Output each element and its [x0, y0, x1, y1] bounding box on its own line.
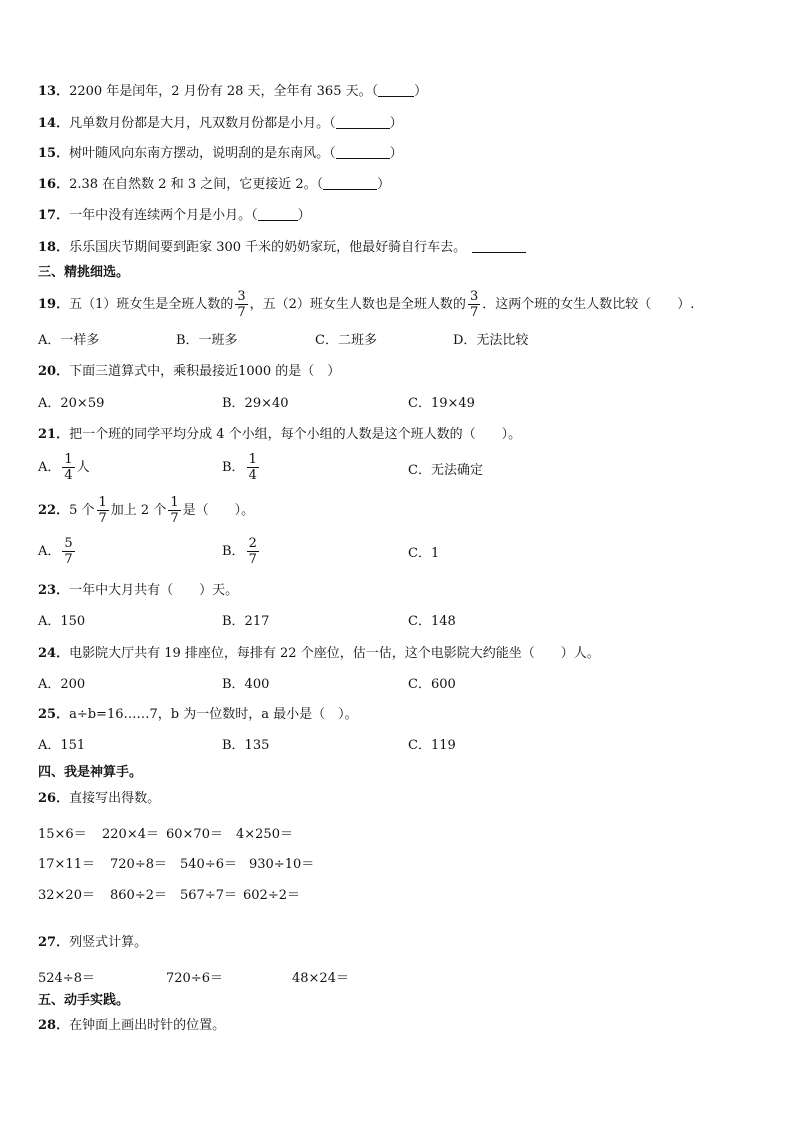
fraction: $\frac{2}{7}$ [248, 536, 257, 567]
option-a[interactable]: A．200 [38, 677, 86, 692]
question-14: 14．凡单数月份都是大月，凡双数月份都是小月。（ ） [38, 116, 403, 131]
fraction: $\frac{1}{4}$ [64, 452, 73, 483]
question-20: 20．下面三道算式中，乘积最接近1000 的是（ ） [38, 364, 341, 379]
option-b[interactable]: B． $\frac{1}{4}$ [222, 452, 257, 483]
calc-item: 567÷7＝ [180, 888, 237, 903]
section-heading: 四、我是神算手。 [38, 765, 143, 780]
question-17: 17．一年中没有连续两个月是小月。（ ） [38, 208, 311, 223]
option-b[interactable]: B．29×40 [222, 396, 289, 411]
fraction: $\frac{3}{7}$ [237, 289, 246, 320]
calc-item: 602÷2＝ [243, 888, 300, 903]
calc-item: 60×70＝ [166, 827, 223, 842]
fraction: $\frac{1}{7}$ [170, 495, 179, 526]
answer-blank[interactable] [258, 208, 298, 221]
question-13: 13．2200 年是闰年，2 月份有 28 天，全年有 365 天。（ ） [38, 84, 428, 99]
calc-item: 4×250＝ [236, 827, 293, 842]
question-24: 24．电影院大厅共有 19 排座位，每排有 22 个座位，估一估，这个电影院大约能坐（ ）人。 [38, 646, 600, 661]
question-25: 25．a÷b=16……7，b 为一位数时，a 最小是（ ）。 [38, 707, 358, 722]
option-b[interactable]: B．一班多 [176, 333, 238, 348]
fraction: $\frac{5}{7}$ [64, 536, 73, 567]
option-d[interactable]: D．无法比较 [453, 333, 529, 348]
calc-item: 32×20＝ [38, 888, 95, 903]
answer-blank[interactable] [472, 240, 526, 253]
answer-blank[interactable] [336, 146, 390, 159]
question-18: 18．乐乐国庆节期间要到距家 300 千米的奶奶家玩，他最好骑自行车去。 [38, 240, 526, 256]
question-16: 16．2.38 在自然数 2 和 3 之间，它更接近 2。（ ） [38, 177, 391, 192]
option-b[interactable]: B． $\frac{2}{7}$ [222, 536, 257, 567]
option-a[interactable]: A． $\frac{5}{7}$ [38, 536, 73, 567]
question-22: 22．5 个 $\frac{1}{7}$ 加上 2 个 $\frac{1}{7}$ 是（ ）。 [38, 495, 255, 526]
calc-item: 220×4＝ [102, 827, 159, 842]
calc-item: 930÷10＝ [249, 857, 315, 872]
option-c[interactable]: C．无法确定 [408, 463, 483, 478]
option-b[interactable]: B．135 [222, 738, 270, 753]
question-26: 26．直接写出得数。 [38, 791, 161, 806]
option-a[interactable]: A．150 [38, 614, 86, 629]
calc-item: 524÷8＝ [38, 971, 95, 986]
calc-item: 48×24＝ [292, 971, 349, 986]
calc-item: 720÷6＝ [166, 971, 223, 986]
option-a[interactable]: A．一样多 [38, 333, 100, 348]
calc-item: 860÷2＝ [110, 888, 167, 903]
question-19: 19．五（1）班女生是全班人数的 $\frac{3}{7}$ ，五（2）班女生人数也是全班人数的 $\frac{3}{7}$ ．这两个班的女生人数比较（ ）. [38, 289, 695, 320]
option-c[interactable]: C．148 [408, 614, 456, 629]
question-27: 27．列竖式计算。 [38, 935, 148, 950]
question-15: 15．树叶随风向东南方摆动，说明刮的是东南风。（ ） [38, 146, 403, 161]
fraction: $\frac{1}{4}$ [248, 452, 257, 483]
option-b[interactable]: B．217 [222, 614, 270, 629]
option-b[interactable]: B．400 [222, 677, 270, 692]
question-28: 28．在钟面上画出时针的位置。 [38, 1018, 226, 1033]
option-c[interactable]: C．119 [408, 738, 456, 753]
calc-item: 720÷8＝ [110, 857, 167, 872]
calc-item: 17×11＝ [38, 857, 95, 872]
option-a[interactable]: A． $\frac{1}{4}$ 人 [38, 452, 90, 483]
answer-blank[interactable] [323, 177, 377, 190]
option-c[interactable]: C．1 [408, 546, 440, 561]
calc-item: 540÷6＝ [180, 857, 237, 872]
section-heading: 五、动手实践。 [38, 993, 130, 1008]
option-a[interactable]: A．20×59 [38, 396, 105, 411]
answer-blank[interactable] [336, 116, 390, 129]
fraction: $\frac{1}{7}$ [98, 495, 107, 526]
option-c[interactable]: C．19×49 [408, 396, 475, 411]
calc-item: 15×6＝ [38, 827, 87, 842]
option-a[interactable]: A．151 [38, 738, 86, 753]
answer-blank[interactable] [378, 84, 414, 97]
question-21: 21．把一个班的同学平均分成 4 个小组，每个小组的人数是这个班人数的（ ）。 [38, 427, 522, 442]
fraction: $\frac{3}{7}$ [469, 289, 479, 320]
section-heading: 三、精挑细选。 [38, 265, 130, 280]
question-23: 23．一年中大月共有（ ）天。 [38, 583, 239, 598]
option-c[interactable]: C．二班多 [315, 333, 377, 348]
option-c[interactable]: C．600 [408, 677, 456, 692]
